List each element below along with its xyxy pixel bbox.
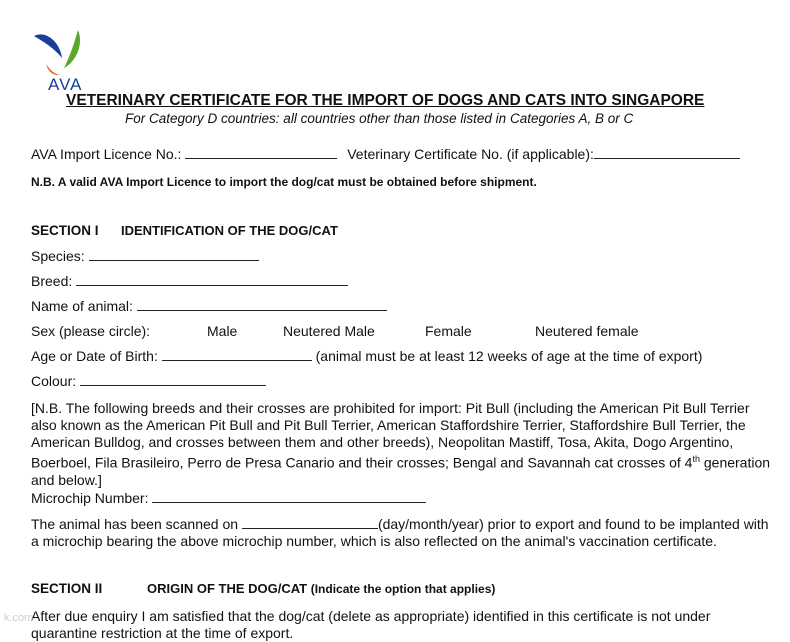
sex-option-neutered-female[interactable]: Neutered female	[535, 323, 639, 339]
section2-heading-row	[147, 581, 495, 596]
breed-label: Breed:	[31, 273, 73, 289]
age-row	[31, 348, 702, 364]
colour-row	[31, 373, 266, 389]
section2-number: SECTION II	[31, 581, 103, 596]
scan-post: (day/month/year) prior to export and found to be implanted with a microchip bearing the above microchip number, which is also reflected on the animal's vaccination certificate.	[31, 516, 769, 549]
prohibited-end: generation and below.]	[31, 454, 771, 488]
watermark: k.com	[4, 612, 34, 624]
microchip-field[interactable]	[152, 490, 426, 503]
colour-label: Colour:	[31, 373, 77, 389]
section2-heading: ORIGIN OF THE DOG/CAT	[147, 581, 308, 596]
prohibited-sup: th	[692, 454, 700, 464]
sex-option-female[interactable]: Female	[425, 323, 472, 339]
animal-name-row	[31, 298, 387, 314]
species-field[interactable]	[89, 248, 259, 261]
prohibited-breeds-note	[31, 400, 771, 489]
breed-field[interactable]	[76, 273, 348, 286]
certificate-title: VETERINARY CERTIFICATE FOR THE IMPORT OF DOGS AND CATS INTO SINGAPORE	[66, 92, 705, 109]
section1-heading: IDENTIFICATION OF THE DOG/CAT	[121, 223, 338, 238]
species-row	[31, 248, 259, 264]
ava-swoosh-icon	[32, 28, 104, 78]
import-licence-field[interactable]	[185, 146, 337, 159]
section1-number: SECTION I	[31, 223, 99, 238]
age-note: (animal must be at least 12 weeks of age at the time of export)	[315, 348, 703, 364]
scan-statement	[31, 516, 776, 550]
prohibited-text: [N.B. The following breeds and their crosses are prohibited for import: Pit Bull (including the American Pit Bull Terrier also known as the American Pit Bull and Pit Bull Terrier, American Staffordshire Terrier, Staffordshire Bull Terrier, the American Bulldog, and crosses between them and other breeds), Neopolitan Mastiff, Tosa, Akita, Dogo Argentino, Boerboel, Fila Brasileiro, Perro de Presa Canario and their crosses; Bengal and Savannah cat crosses of 4	[31, 400, 750, 471]
licence-note: N.B. A valid AVA Import Licence to import the dog/cat must be obtained before shipment.	[31, 175, 537, 189]
sex-option-neutered-male[interactable]: Neutered Male	[283, 323, 375, 339]
vet-cert-label: Veterinary Certificate No. (if applicable):	[347, 146, 594, 162]
vet-cert-field[interactable]	[594, 146, 740, 159]
sex-option-male[interactable]: Male	[207, 323, 238, 339]
logo-text: AVA	[48, 75, 83, 94]
scan-pre: The animal has been scanned on	[31, 516, 239, 532]
certificate-subtitle: For Category D countries: all countries other than those listed in Categories A, B or C	[125, 111, 634, 126]
scan-date-field[interactable]	[242, 516, 378, 529]
colour-field[interactable]	[80, 373, 266, 386]
age-label: Age or Date of Birth:	[31, 348, 158, 364]
import-licence-label: AVA Import Licence No.:	[31, 146, 182, 162]
animal-name-label: Name of animal:	[31, 298, 133, 314]
microchip-label: Microchip Number:	[31, 490, 149, 506]
species-label: Species:	[31, 248, 85, 264]
section2-text: After due enquiry I am satisfied that the dog/cat (delete as appropriate) identified in this certificate is not under quarantine restriction at the time of export.	[31, 608, 711, 641]
age-field[interactable]	[162, 348, 312, 361]
animal-name-field[interactable]	[137, 298, 387, 311]
ava-logo	[32, 28, 104, 94]
breed-row	[31, 273, 348, 289]
section2-heading-note: (Indicate the option that applies)	[310, 582, 496, 596]
import-licence-row	[31, 146, 740, 162]
sex-label: Sex (please circle):	[31, 323, 151, 339]
microchip-row	[31, 490, 426, 506]
